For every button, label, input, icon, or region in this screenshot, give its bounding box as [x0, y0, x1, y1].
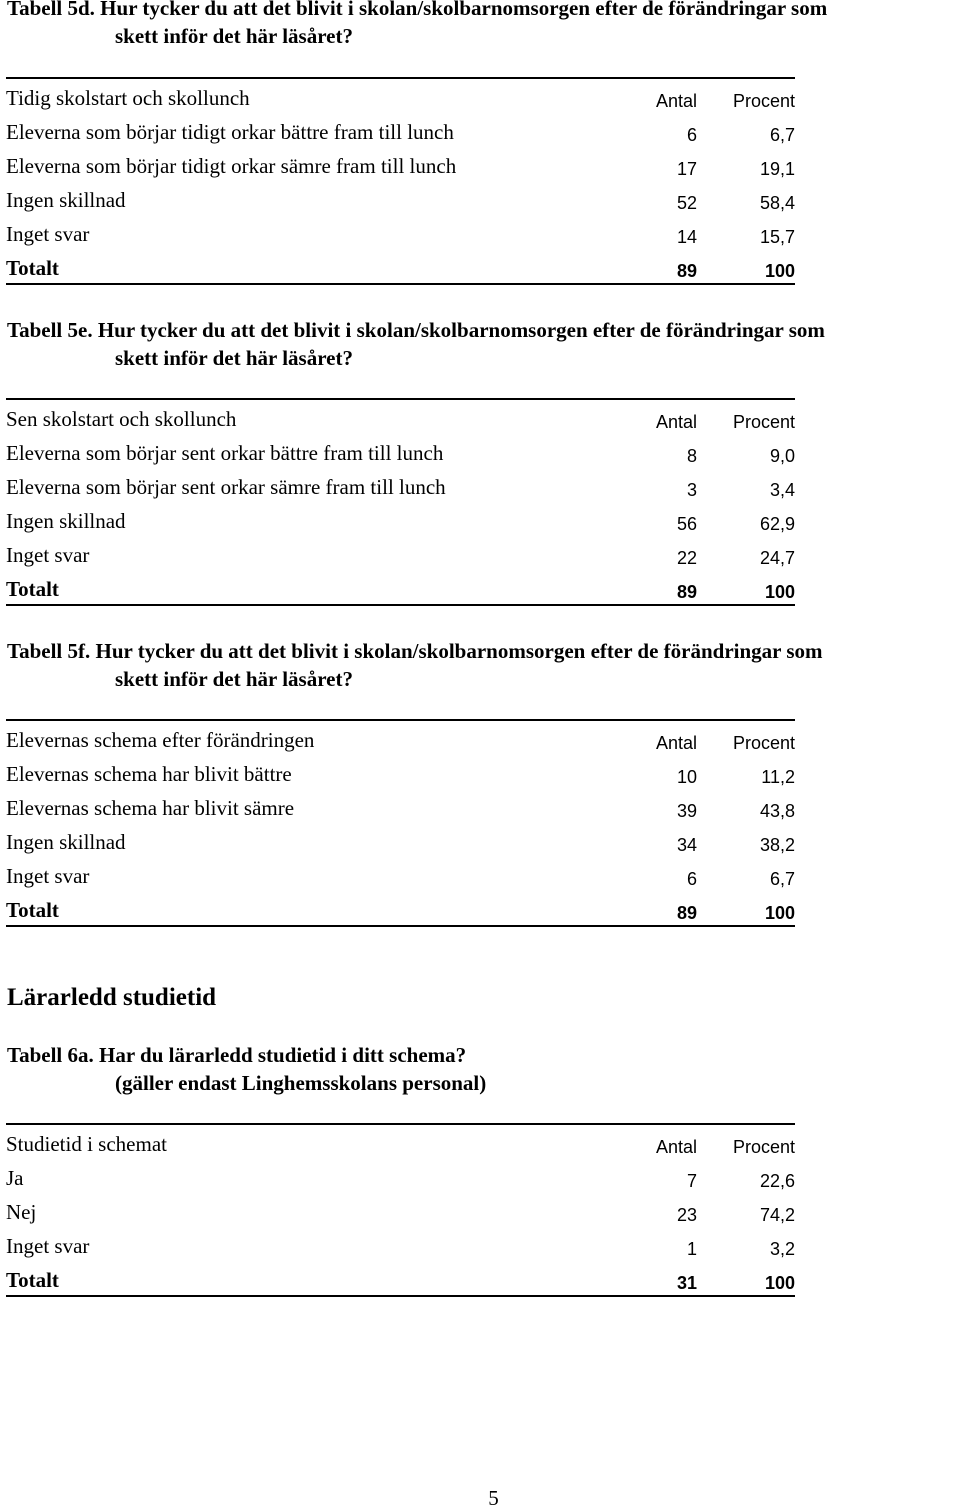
total-count: 89 — [676, 261, 697, 281]
row-count: 34 — [676, 835, 697, 855]
table-row — [6, 215, 795, 249]
row-percent: 6,7 — [769, 869, 795, 889]
table-caption-line: skett inför det här läsåret? — [115, 24, 353, 48]
row-percent: 74,2 — [759, 1205, 795, 1225]
total-count: 89 — [676, 582, 697, 602]
page-number: 5 — [488, 1486, 499, 1510]
table-header-label: Elevernas schema efter förändringen — [6, 728, 315, 752]
table-5d-caption — [7, 0, 957, 50]
table-row — [6, 536, 795, 570]
table-row — [6, 755, 795, 789]
table-5e-caption — [7, 316, 957, 372]
total-label: Totalt — [6, 1268, 59, 1292]
row-label: Inget svar — [6, 222, 90, 246]
table-header-row — [6, 1125, 795, 1159]
table-row — [6, 113, 795, 147]
row-count: 1 — [686, 1239, 697, 1259]
row-label: Eleverna som börjar sent orkar bättre fram till lunch — [6, 441, 444, 465]
table-5f — [6, 719, 795, 927]
table-row — [6, 789, 795, 823]
row-percent: 19,1 — [759, 159, 795, 179]
table-caption-line: skett inför det här läsåret? — [115, 346, 353, 370]
row-percent: 11,2 — [761, 767, 795, 787]
total-label: Totalt — [6, 898, 59, 922]
row-percent: 24,7 — [759, 548, 795, 568]
row-label: Eleverna som börjar tidigt orkar bättre fram till lunch — [6, 120, 454, 144]
table-row — [6, 181, 795, 215]
total-label: Totalt — [6, 577, 59, 601]
table-header-label: Studietid i schemat — [6, 1132, 167, 1156]
row-label: Inget svar — [6, 1234, 90, 1258]
table-caption-line: Tabell 5d. Hur tycker du att det blivit i skolan/skolbarnomsorgen efter de förändringar som — [7, 0, 828, 20]
row-count: 17 — [676, 159, 697, 179]
table-total-row — [6, 1261, 795, 1295]
table-caption-line: skett inför det här läsåret? — [115, 667, 353, 691]
row-percent: 43,8 — [759, 801, 795, 821]
row-count: 52 — [676, 193, 697, 213]
total-label: Totalt — [6, 256, 59, 280]
table-row — [6, 502, 795, 536]
table-caption-line: (gäller endast Linghemsskolans personal) — [115, 1071, 487, 1095]
table-caption-line: Tabell 5f. Hur tycker du att det blivit i skolan/skolbarnomsorgen efter de förändringar som — [7, 639, 823, 663]
table-row — [6, 468, 795, 502]
table-row — [6, 1227, 795, 1261]
table-row — [6, 1159, 795, 1193]
table-caption-line: Tabell 5e. Hur tycker du att det blivit i skolan/skolbarnomsorgen efter de förändringar som — [7, 318, 825, 342]
table-6a-caption — [7, 1041, 957, 1097]
row-label: Ingen skillnad — [6, 188, 126, 212]
column-header-count: Antal — [655, 733, 697, 753]
column-header-count: Antal — [655, 412, 697, 432]
row-count: 6 — [686, 869, 697, 889]
row-label: Ingen skillnad — [6, 830, 126, 854]
table-5e — [6, 398, 795, 606]
row-label: Elevernas schema har blivit bättre — [6, 762, 292, 786]
total-count: 31 — [676, 1273, 697, 1293]
table-header-row — [6, 721, 795, 755]
row-percent: 62,9 — [759, 514, 795, 534]
table-6a — [6, 1123, 795, 1297]
row-label: Nej — [6, 1200, 37, 1224]
row-label: Eleverna som börjar sent orkar sämre fram till lunch — [6, 475, 446, 499]
table-caption-line: Tabell 6a. Har du lärarledd studietid i ditt schema? — [7, 1043, 467, 1067]
row-percent: 3,4 — [769, 480, 795, 500]
column-header-percent: Procent — [732, 412, 795, 432]
row-percent: 58,4 — [759, 193, 795, 213]
section-heading: Lärarledd studietid — [7, 984, 217, 1011]
column-header-count: Antal — [655, 91, 697, 111]
row-count: 3 — [686, 480, 697, 500]
table-5f-caption — [7, 637, 957, 693]
column-header-percent: Procent — [732, 91, 795, 111]
row-percent: 22,6 — [759, 1171, 795, 1191]
row-label: Ingen skillnad — [6, 509, 126, 533]
row-count: 14 — [676, 227, 697, 247]
row-percent: 38,2 — [759, 835, 795, 855]
table-total-row — [6, 249, 795, 283]
table-header-label: Sen skolstart och skollunch — [6, 407, 237, 431]
row-count: 8 — [686, 446, 697, 466]
column-header-percent: Procent — [732, 733, 795, 753]
table-header-row — [6, 400, 795, 434]
row-percent: 6,7 — [769, 125, 795, 145]
row-label: Eleverna som börjar tidigt orkar sämre fram till lunch — [6, 154, 457, 178]
row-label: Inget svar — [6, 543, 90, 567]
table-total-row — [6, 891, 795, 925]
table-row — [6, 823, 795, 857]
table-total-row — [6, 570, 795, 604]
row-count: 22 — [676, 548, 697, 568]
row-count: 56 — [676, 514, 697, 534]
table-header-row — [6, 79, 795, 113]
row-label: Elevernas schema har blivit sämre — [6, 796, 295, 820]
row-count: 7 — [686, 1171, 697, 1191]
row-label: Inget svar — [6, 864, 90, 888]
total-count: 89 — [676, 903, 697, 923]
table-row — [6, 857, 795, 891]
row-count: 23 — [676, 1205, 697, 1225]
table-header-label: Tidig skolstart och skollunch — [6, 86, 250, 110]
column-header-percent: Procent — [732, 1137, 795, 1157]
table-row — [6, 1193, 795, 1227]
table-row — [6, 434, 795, 468]
row-count: 10 — [676, 767, 697, 787]
row-label: Ja — [6, 1166, 24, 1190]
total-percent: 100 — [764, 582, 795, 602]
row-count: 39 — [676, 801, 697, 821]
row-count: 6 — [686, 125, 697, 145]
row-percent: 3,2 — [769, 1239, 795, 1259]
table-5d — [6, 77, 795, 285]
total-percent: 100 — [764, 1273, 795, 1293]
table-row — [6, 147, 795, 181]
column-header-count: Antal — [655, 1137, 697, 1157]
row-percent: 15,7 — [759, 227, 795, 247]
total-percent: 100 — [764, 261, 795, 281]
total-percent: 100 — [764, 903, 795, 923]
row-percent: 9,0 — [769, 446, 795, 466]
